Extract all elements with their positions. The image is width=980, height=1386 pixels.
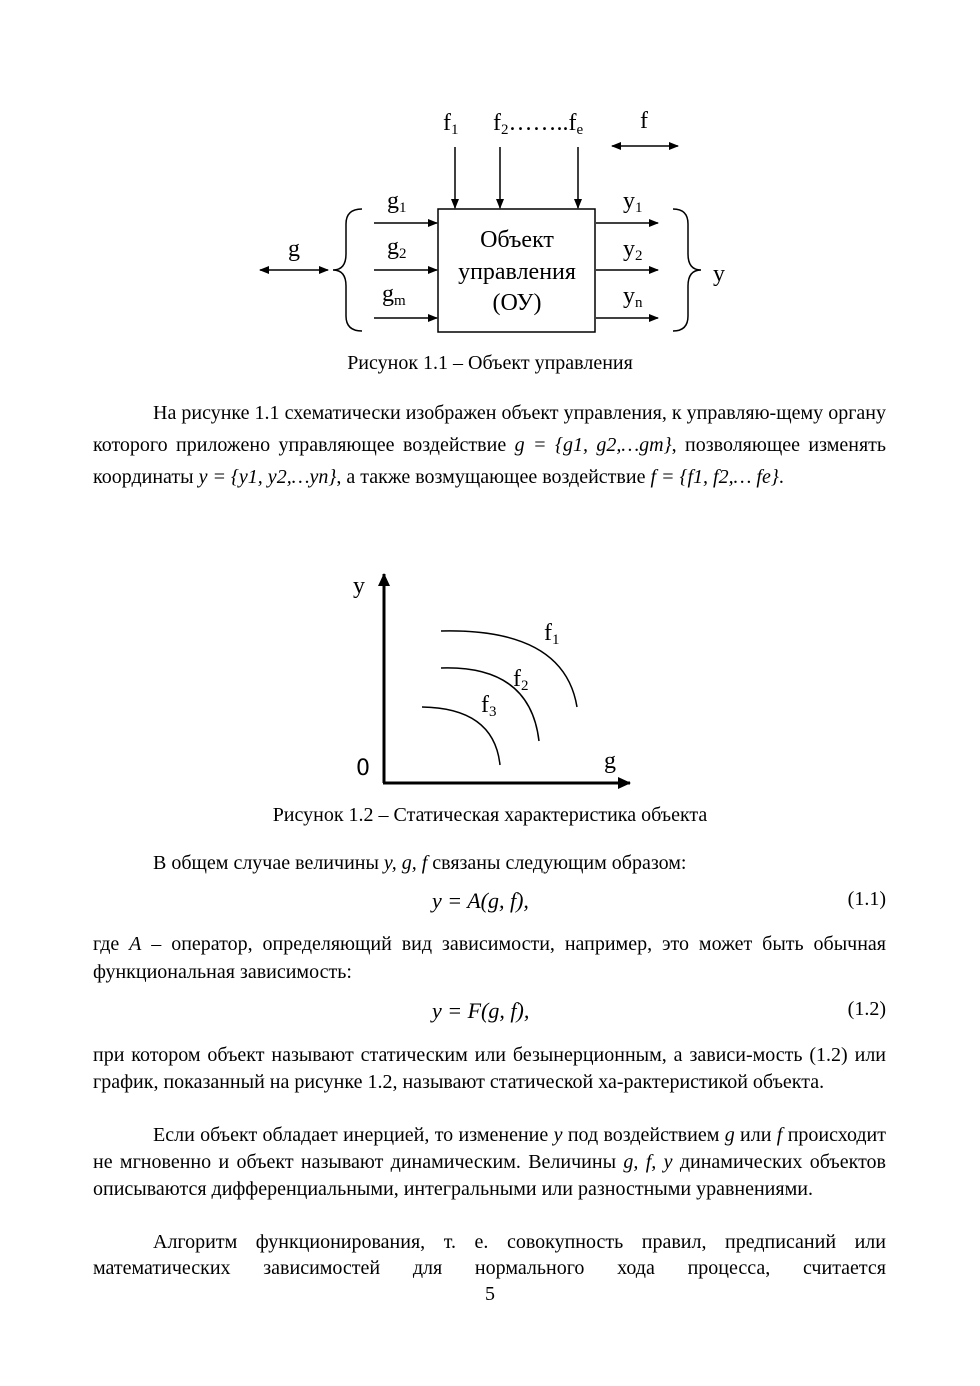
- figure-1-1-caption: Рисунок 1.1 – Объект управления: [347, 352, 633, 374]
- box-label-line-1: Объект: [480, 227, 554, 253]
- y-axis-label: y: [353, 573, 365, 599]
- g-bundle-label: g: [288, 236, 300, 262]
- gm-label: gm: [382, 281, 406, 309]
- yn-label: yn: [623, 283, 643, 311]
- y-set-formula: y = {y1, y2,…yn}: [198, 466, 337, 488]
- box-label-line-2: управления: [458, 259, 576, 285]
- equation-1-2-formula: y = F(g, f),: [432, 998, 530, 1023]
- curve-f1-label: f1: [544, 620, 560, 648]
- y2-label: y2: [623, 236, 643, 264]
- box-label-line-3: (ОУ): [492, 290, 542, 316]
- f1-label: f1: [443, 110, 459, 138]
- page-number: 5: [485, 1283, 495, 1305]
- g2-label: g2: [387, 234, 407, 262]
- g1-label: g1: [387, 188, 407, 216]
- g-set-formula: g = {g1, g2,…gm}: [514, 434, 672, 456]
- figure-1-2-caption: Рисунок 1.2 – Статическая характеристика объекта: [272, 804, 708, 826]
- curve-f3-label: f3: [481, 692, 497, 720]
- y1-label: y1: [623, 188, 643, 216]
- y-bundle-label: y: [713, 261, 725, 287]
- x-axis-label: g: [604, 748, 616, 774]
- f-set-formula: f = {f1, f2,… fe}: [650, 466, 779, 488]
- paragraph-4: при котором объект называют статическим или безынерционным, а зависи-мость (1.2) или график, показанный на рисунке 1.2, называют статической ха-рактеристикой объекта.: [93, 1044, 886, 1093]
- paragraph-5: Если объект обладает инерцией, то изменение y под воздействием g или f происходит не мгновенно и объект называют динамическим. Величины g, f, y динамических объектов описываются дифференциальными, интегральными или разностными уравнениями.: [93, 1124, 887, 1200]
- equation-1-2-number: (1.2): [847, 998, 886, 1020]
- equation-1-1-number: (1.1): [847, 888, 886, 910]
- paragraph-3: где A – оператор, определяющий вид зависимости, например, это может быть обычная функциональная зависимость:: [93, 933, 886, 983]
- paragraph-2: В общем случае величины y, g, f связаны следующим образом:: [153, 852, 687, 874]
- f-bundle-label: f: [640, 108, 648, 134]
- paragraph-1: На рисунке 1.1 схематически изображен объект управления, к управляю-щему органу которого приложено управляющее воздействие g = {g1, g2,…gm}, позволяющее изменять координаты y = {y1, y2,…yn}, а также возмущающее воздействие f = {f1, f2,… fe}.: [93, 402, 887, 488]
- equation-1-1-formula: y = A(g, f),: [432, 888, 529, 913]
- curve-f2-label: f2: [513, 666, 529, 694]
- origin-label: 0: [356, 756, 370, 781]
- paragraph-6: Алгоритм функционирования, т. е. совокупность правил, предписаний или математических зависимостей для нормального хода процесса, считается: [93, 1231, 886, 1279]
- f2-fe-label: f2……..fe: [493, 110, 584, 138]
